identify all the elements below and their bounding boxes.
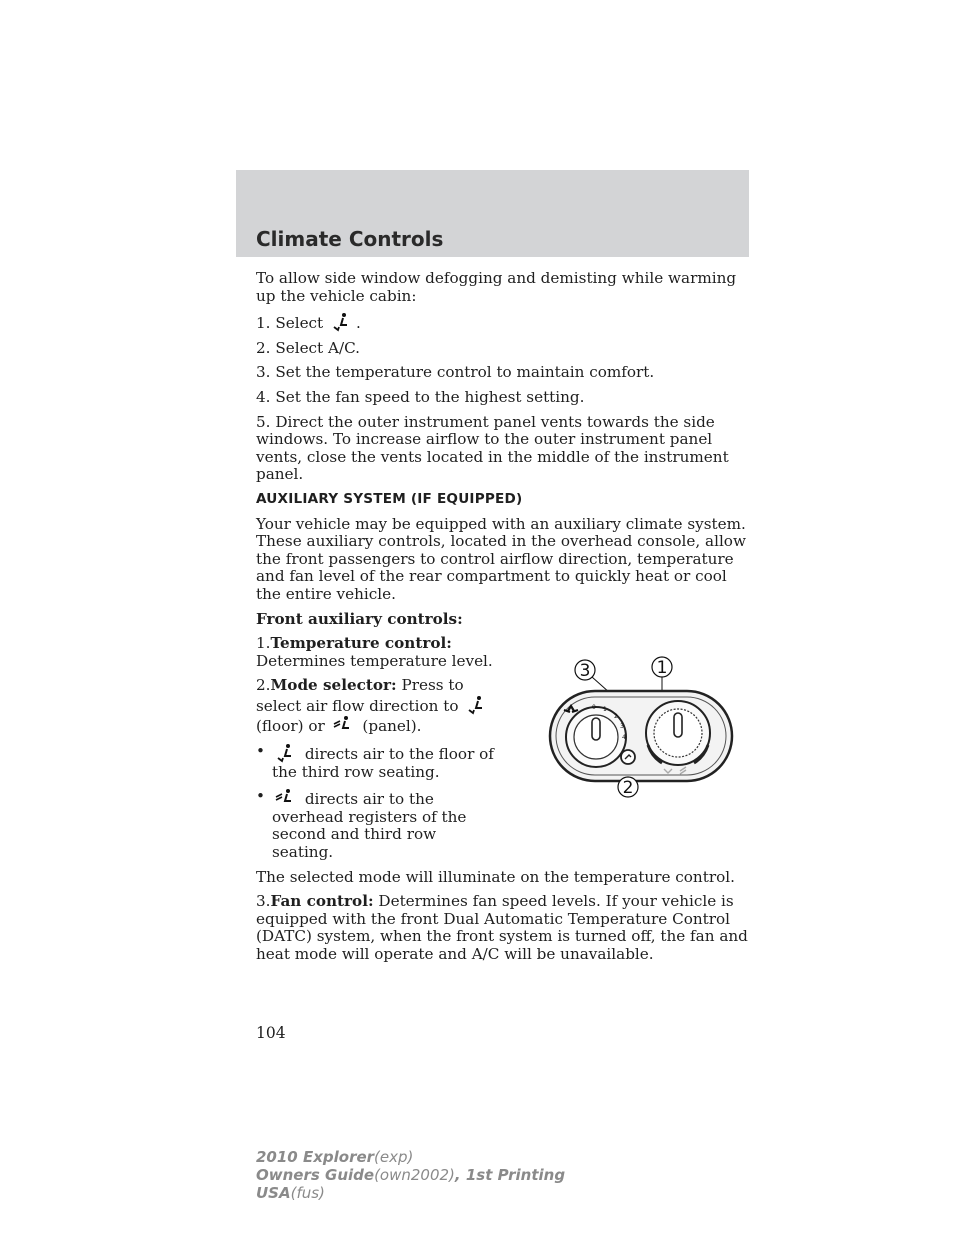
- footer-market-code: (fus): [290, 1184, 325, 1202]
- step-3: 3. Set the temperature control to maintain comfort.: [256, 363, 655, 382]
- auxiliary-heading: AUXILIARY SYSTEM (IF EQUIPPED): [256, 490, 523, 507]
- page-title: Climate Controls: [256, 227, 444, 251]
- floor-mode-icon: [274, 743, 298, 763]
- step-1-period: .: [356, 314, 361, 333]
- bullet-dot: •: [256, 787, 265, 806]
- bullet-floor-text: directs air to the floor of the third row seating.: [272, 745, 494, 781]
- step-5: 5. Direct the outer instrument panel vents towards the side windows. To increase airflow to the outer instrument panel vents, close the vents located in the middle of the instrument panel.: [256, 412, 729, 484]
- bullet-floor: [256, 743, 496, 781]
- controls-section: [256, 635, 752, 862]
- page-number: 104: [256, 1024, 286, 1042]
- fan-mark-1: 1: [603, 706, 607, 714]
- item-2-text-c: (panel).: [362, 717, 422, 736]
- front-controls-heading: Front auxiliary controls:: [256, 609, 463, 628]
- auxiliary-paragraph: Your vehicle may be equipped with an auxiliary climate system. These auxiliary controls, located in the overhead console, allow the front passengers to control airflow direction, temperature and fan level of the rear compartment to quickly heat or cool the entire vehicle.: [256, 514, 746, 603]
- footer-model: 2010 Explorer: [256, 1148, 375, 1166]
- callout-1: 1: [656, 658, 668, 679]
- footer-market: USA: [256, 1184, 291, 1202]
- item-3-text: Determines fan speed levels. If your vehicle is equipped with the front Dual Automatic Temperature Control (DATC) system, when the front system is turned off, the fan and heat mode will operate and A/C will be unavailable.: [256, 892, 748, 963]
- item-mode-selector: [256, 677, 496, 736]
- item-temperature-control: [256, 635, 496, 670]
- step-2: 2. Select A/C.: [256, 338, 360, 357]
- item-1-number: 1.: [256, 634, 271, 653]
- footer-model-code: (exp): [374, 1148, 414, 1166]
- bullet-panel-text: directs air to the overhead registers of the second and third row seating.: [272, 790, 467, 862]
- item-2-text-b: (floor) or: [256, 717, 325, 736]
- fan-mark-3: 3: [620, 723, 624, 731]
- step-4: 4. Set the fan speed to the highest setting.: [256, 387, 585, 406]
- footer-guide-code: (own2002): [374, 1166, 455, 1184]
- callout-3: 3: [579, 661, 591, 682]
- footer-guide: Owners Guide: [256, 1166, 375, 1184]
- item-1-title: Temperature control:: [270, 634, 452, 653]
- section-header: [236, 170, 749, 257]
- footer-line-1: [256, 1148, 565, 1166]
- footer-line-2: [256, 1166, 565, 1184]
- floor-mode-icon: [465, 695, 489, 715]
- item-3-title: Fan control:: [270, 892, 374, 911]
- footer-line-3: [256, 1184, 565, 1202]
- auxiliary-control-panel-figure: [540, 645, 750, 805]
- floor-mode-icon: [330, 312, 354, 332]
- fan-mark-4: 4: [622, 734, 626, 742]
- item-1-text: Determines temperature level.: [256, 651, 493, 670]
- fan-mark-2: 2: [614, 713, 618, 721]
- footer-printing-info: [256, 1148, 565, 1202]
- intro-text: To allow side window defogging and demisting while warming up the vehicle cabin:: [256, 269, 737, 305]
- panel-mode-icon: [274, 788, 298, 808]
- controls-list: [256, 635, 496, 862]
- item-2-number: 2.: [256, 676, 271, 695]
- item-fan-control: [256, 893, 752, 963]
- bullet-dot: •: [256, 742, 265, 761]
- fan-mark-0: 0: [592, 704, 596, 712]
- item-3-number: 3.: [256, 892, 271, 911]
- panel-mode-icon: [332, 715, 356, 735]
- main-content: [256, 270, 752, 971]
- bullet-panel: [256, 788, 496, 861]
- item-2-text-a: Press to select air flow direction to: [256, 676, 464, 715]
- callout-2: 2: [622, 778, 634, 799]
- item-2-title: Mode selector:: [270, 676, 397, 695]
- step-1: [256, 312, 752, 333]
- selected-mode-text: The selected mode will illuminate on the temperature control.: [256, 867, 735, 886]
- footer-printing: , 1st Printing: [454, 1166, 566, 1184]
- step-1-text: 1. Select: [256, 314, 324, 333]
